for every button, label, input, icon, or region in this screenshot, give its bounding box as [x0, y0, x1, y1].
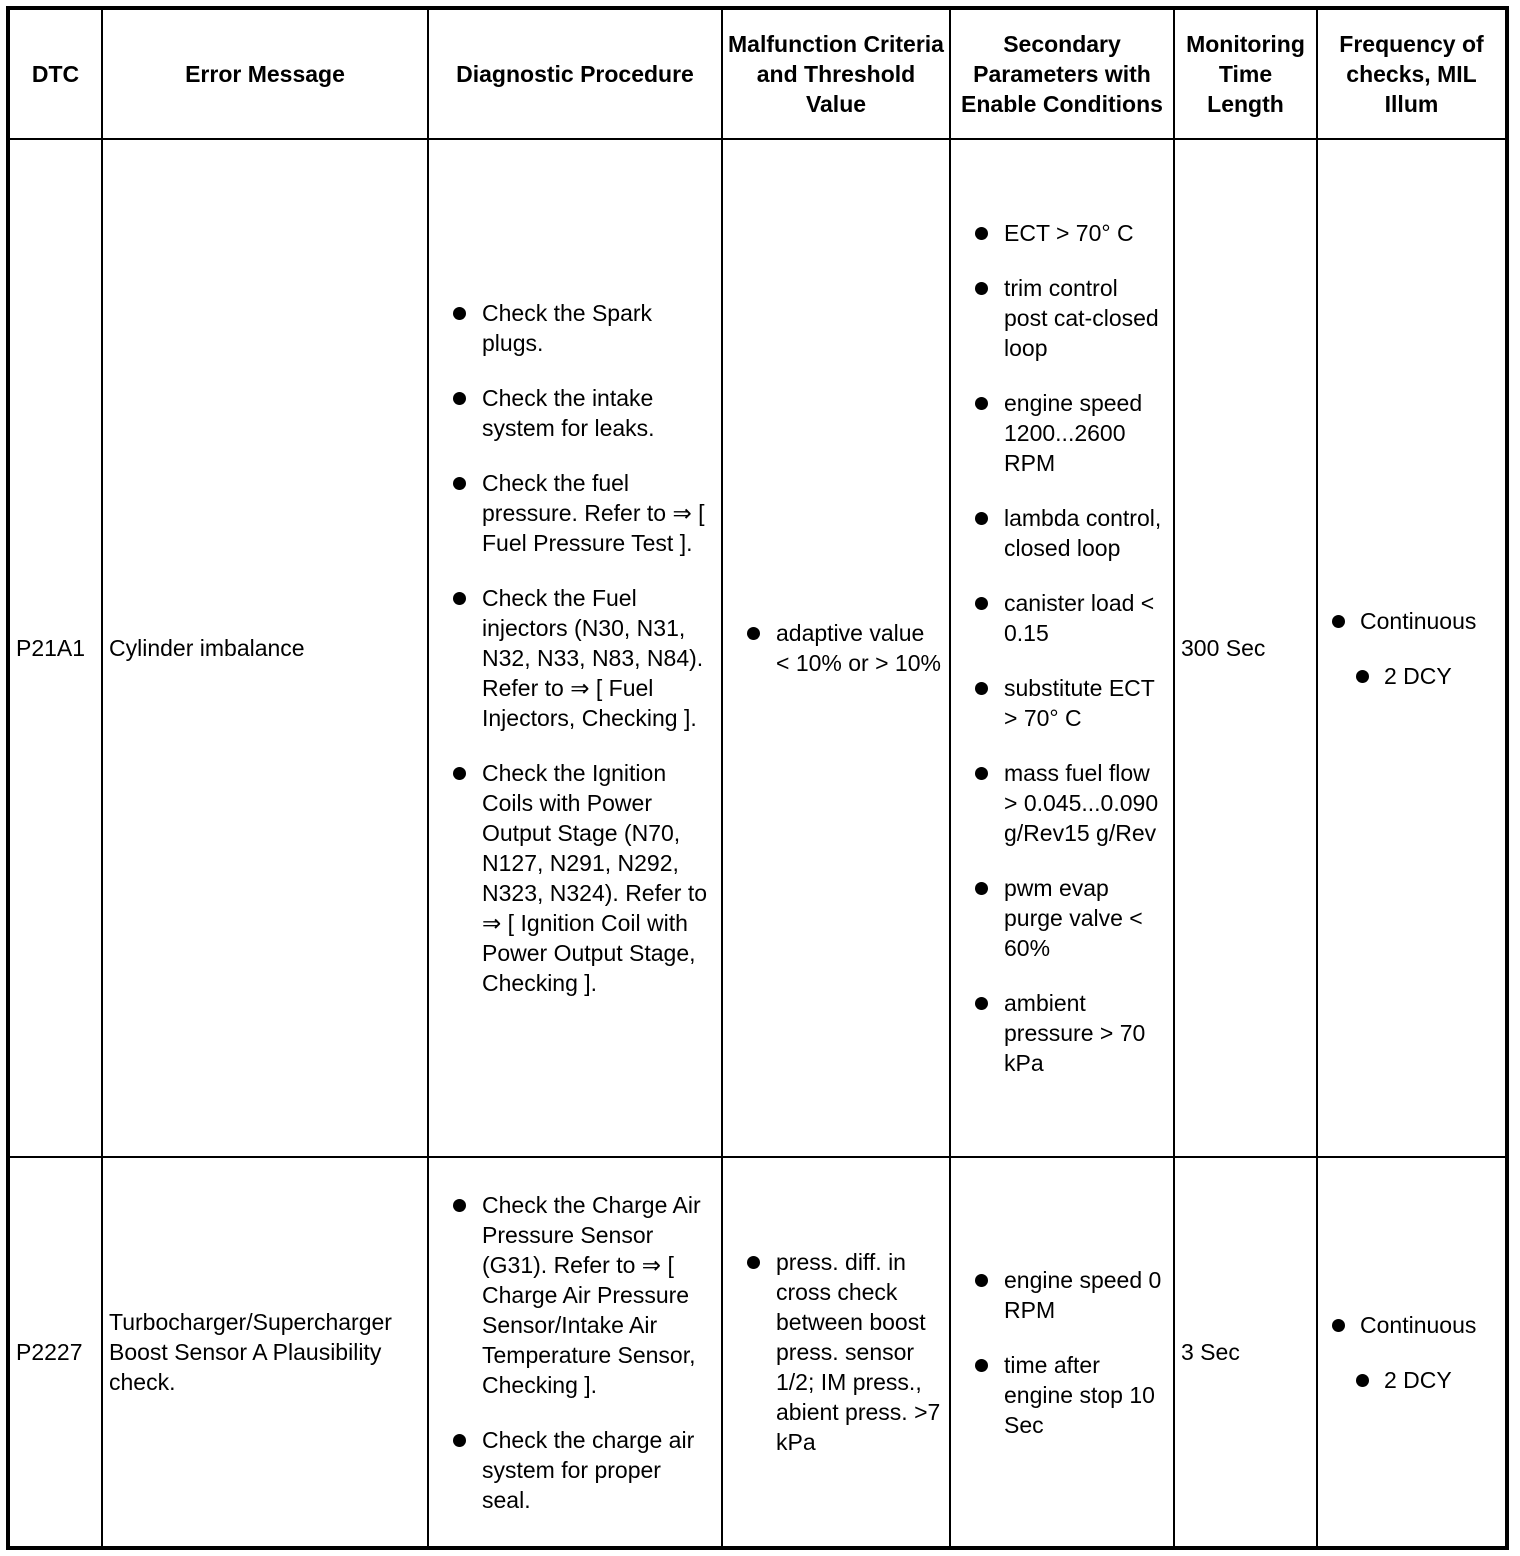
malfunction-list [729, 618, 943, 678]
secondary-item: pwm evap purge valve < 60% [957, 873, 1167, 963]
frequency-cell [1317, 1157, 1507, 1548]
malfunction-list [729, 1247, 943, 1457]
procedure-item: Check the Ignition Coils with Power Output Stage (N70, N127, N291, N292, N323, N324). Refer to ⇒ [ Ignition Coil with Power Output Stage, Checking ]. [435, 758, 715, 998]
diagnostic-procedure-cell [428, 1157, 722, 1548]
secondary-item: engine speed 0 RPM [957, 1265, 1167, 1325]
frequency-list [1324, 1310, 1499, 1395]
header-secondary-parameters: Secondary Parameters with Enable Conditions [950, 8, 1174, 139]
secondary-item: mass fuel flow > 0.045...0.090 g/Rev15 g/Rev [957, 758, 1167, 848]
procedure-item: Check the Spark plugs. [435, 298, 715, 358]
dtc-table [6, 6, 1509, 1550]
secondary-item: engine speed 1200...2600 RPM [957, 388, 1167, 478]
dtc-code: P21A1 [8, 139, 102, 1157]
secondary-parameters-cell [950, 1157, 1174, 1548]
secondary-item: lambda control, closed loop [957, 503, 1167, 563]
secondary-list [957, 218, 1167, 1078]
error-message: Turbocharger/Supercharger Boost Sensor A Plausibility check. [102, 1157, 428, 1548]
table-row [8, 1157, 1507, 1548]
secondary-item: substitute ECT > 70° C [957, 673, 1167, 733]
header-malfunction-criteria: Malfunction Criteria and Threshold Value [722, 8, 950, 139]
procedure-item: Check the intake system for leaks. [435, 383, 715, 443]
frequency-item: 2 DCY [1348, 661, 1499, 691]
frequency-list [1324, 606, 1499, 691]
malfunction-cell [722, 1157, 950, 1548]
procedure-list [435, 298, 715, 998]
procedure-item: Check the Fuel injectors (N30, N31, N32, N33, N83, N84). Refer to ⇒ [ Fuel Injectors, Checking ]. [435, 583, 715, 733]
procedure-item: Check the Charge Air Pressure Sensor (G31). Refer to ⇒ [ Charge Air Pressure Sensor/Intake Air Temperature Sensor, Checking ]. [435, 1190, 715, 1400]
header-row [8, 8, 1507, 139]
malfunction-item: press. diff. in cross check between boost press. sensor 1/2; IM press., abient press. >7 kPa [729, 1247, 943, 1457]
secondary-item: ECT > 70° C [957, 218, 1167, 248]
secondary-parameters-cell [950, 139, 1174, 1157]
frequency-item: Continuous [1324, 606, 1499, 636]
secondary-item: time after engine stop 10 Sec [957, 1350, 1167, 1440]
secondary-item: trim control post cat-closed loop [957, 273, 1167, 363]
frequency-item: 2 DCY [1348, 1365, 1499, 1395]
error-message: Cylinder imbalance [102, 139, 428, 1157]
secondary-list [957, 1265, 1167, 1440]
procedure-item: Check the fuel pressure. Refer to ⇒ [ Fuel Pressure Test ]. [435, 468, 715, 558]
secondary-item: ambient pressure > 70 kPa [957, 988, 1167, 1078]
diagnostic-procedure-cell [428, 139, 722, 1157]
procedure-item: Check the charge air system for proper seal. [435, 1425, 715, 1515]
header-monitoring-time: Monitoring Time Length [1174, 8, 1317, 139]
header-dtc: DTC [8, 8, 102, 139]
frequency-item: Continuous [1324, 1310, 1499, 1340]
header-error-message: Error Message [102, 8, 428, 139]
malfunction-item: adaptive value < 10% or > 10% [729, 618, 943, 678]
table-row [8, 139, 1507, 1157]
procedure-list [435, 1190, 715, 1515]
monitoring-time: 3 Sec [1174, 1157, 1317, 1548]
dtc-code: P2227 [8, 1157, 102, 1548]
header-frequency: Frequency of checks, MIL Illum [1317, 8, 1507, 139]
frequency-cell [1317, 139, 1507, 1157]
malfunction-cell [722, 139, 950, 1157]
header-diagnostic-procedure: Diagnostic Procedure [428, 8, 722, 139]
monitoring-time: 300 Sec [1174, 139, 1317, 1157]
secondary-item: canister load < 0.15 [957, 588, 1167, 648]
